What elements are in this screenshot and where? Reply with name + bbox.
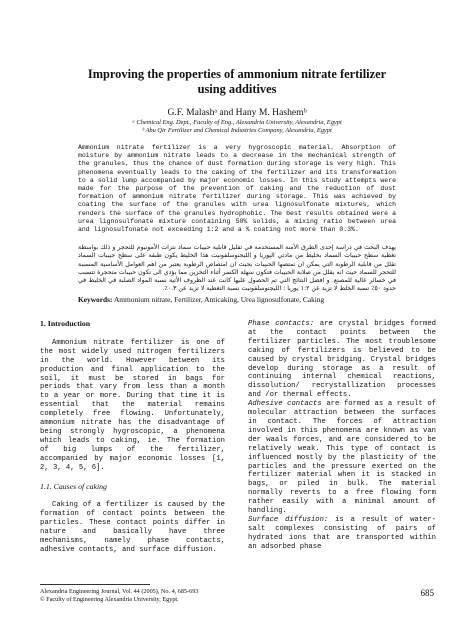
author-list: G.F. Malashᵃ and Hany M. Hashemᵇ (167, 107, 307, 118)
intro-paragraph-1: Ammonium nitrate fertilizer is one of the most widely used nitrogen fertilizers in the world. However between its production and final application to the soil, it must be stored in bags for periods that vary from less than a month to a year or more. During that time it is essential that the material remains completely free flowing. Unfortunately, ammonium nitrate has the disadvantage of being strongly hygroscopic, a phenomena which leads to caking, ie. The formation of big lumps of the fertilizer, accompanied by major economic losses [1, 2, 3, 4, 5, 6]. (40, 338, 225, 472)
adhesive-contacts-paragraph (248, 400, 436, 516)
affiliation-a: ᵃ Chemical Eng. Dept., Faculty of Eng., Alexandria University, Alexandria, Egypt (132, 119, 342, 126)
page-number: 685 (420, 588, 434, 598)
adhesive-contacts-term: Adhesive contacts (248, 400, 322, 409)
paper-title (40, 67, 434, 97)
footer-journal-line: Alexandria Engineering Journal, Vol. 44 (2005), No. 4, 685-693 (40, 588, 199, 595)
abstract-english: Ammonium nitrate fertilizer is a very hygroscopic material. Absorption of moisture by ammonium nitrate leads to a decrease in the mechanical strength of the granules, thus the chance of dust formation during storage is very high. This phenomena eventually leads to the caking of the fertilizer and its transformation to a solid lump accompanied by major economic losses. In this study attempts were made for the purpose of the prevention of caking and the reduction of dust formation of ammonium nitrate fertilizer during storage. This was achieved by coating the surface of the granules with urea lignosulfonate mixtures, which renders the surface of the granules hydrophobic. The best results obtained were a urea lignosulfonate mixture containing 50% solids, a mixing ratio between urea and lignosulfonate not exceeding 1:2 and a % coating not more than 0.3%. (78, 144, 396, 234)
right-column (248, 320, 436, 552)
affiliation-b: ᵇ Abu Qir Fertilizer and Chemical Industries Company, Alexandria, Egypt (142, 127, 332, 134)
left-column (40, 320, 225, 555)
surface-diffusion-text: is a result of water- salt complexes consisting of pairs of hydrated ions that are transported within an adsorbed phase (248, 515, 436, 551)
phase-contacts-text: are crystal bridges formed at the contact points between the fertilizer particles. The most troublesome caking of fertilizers is believed to be caused by crystal bridging. Crystal bridges develop during storage as a result of continuing internal chemical reactions, dissolution/ recrystallization processes and /or thermal effects. (248, 320, 436, 400)
surface-diffusion-paragraph (248, 516, 436, 552)
phase-contacts-term: Phase contacts: (248, 320, 315, 328)
footer-copyright-line: © Faculty of Engineering Alexandria University, Egypt. (40, 596, 179, 603)
surface-diffusion-term: Surface diffusion: (248, 515, 329, 524)
keywords-line (78, 295, 396, 304)
title-line-1: Improving the properties of ammonium nitrate fertilizer (87, 67, 387, 81)
footer-rule (40, 584, 150, 585)
keywords-label: Keywords: (78, 295, 113, 304)
keywords-text: Ammonium nitrate, Fertilizer, Anticaking, Urea lignosulfonate, Caking (113, 295, 325, 304)
journal-footer (40, 588, 434, 604)
adhesive-contacts-text: are formed as a result of molecular attraction between the surfaces in contact. The forces of attraction involved in this phenomena are known as van der waals forces, and are considered to be relatively weak. This type of contact is influenced mostly by the plasticity of the particles and the pressure exerted on the fertilizer material when it is stacked in bags, or piled in bulk. The material normally reverts to a free flowing form rather easily with a minimal amount of handling. (248, 400, 436, 516)
phase-contacts-paragraph (248, 320, 436, 400)
abstract-arabic: يهدف البحث في دراسة إحدى الطرق الأمنة المستخدمة في تقليل قابلية حبيبات سماد نترات الأمونيوم للتحجر و ذلك بواسطة تغطية سطح حبيبات السماد بخليط من مادتي اليوريا و الليجنوسلفونيت هذا الخليط يكون طبقة على سطح حبيبات السماد تقلل من قابلية الرطوبة التي يمكن ان تمتصها الحبيبات بحيث ان امتصاص الرطوبة يعتبر من اهم العوامل الأساسية المسببة للتحجر للسماد حيث انه يقلل من صلابة الحبيبات فتكون سهلة الكسر أثناء التخزين مما يؤدي الى تكون حبيبات متحجرة تتسبب في خسائر عالية للمصنع. و افضل النتائج التي تم الحصول عليها كانت عند الظروف الأتية نسبة المواد الصلبة في الخليط في حدود ٥٠٪ نسبة الخلط لا تزيد عن ١:٢ يوريا : الليجنوسلفونيت نسبة التغطية لا تزيد عن ٠.٣٪. (78, 244, 396, 293)
title-line-2: using additives (197, 82, 277, 96)
intro-paragraph-2: Caking of a fertilizer is caused by the formation of contact points between the particles. These contact points differ in nature and basically have three mechanisms, namely phase contacts, adhesive contacts, and surface diffusion. (40, 501, 225, 554)
subsection-heading-causes: 1.1. Causes of caking (40, 481, 107, 491)
section-heading-introduction: 1. Introduction (40, 319, 91, 328)
